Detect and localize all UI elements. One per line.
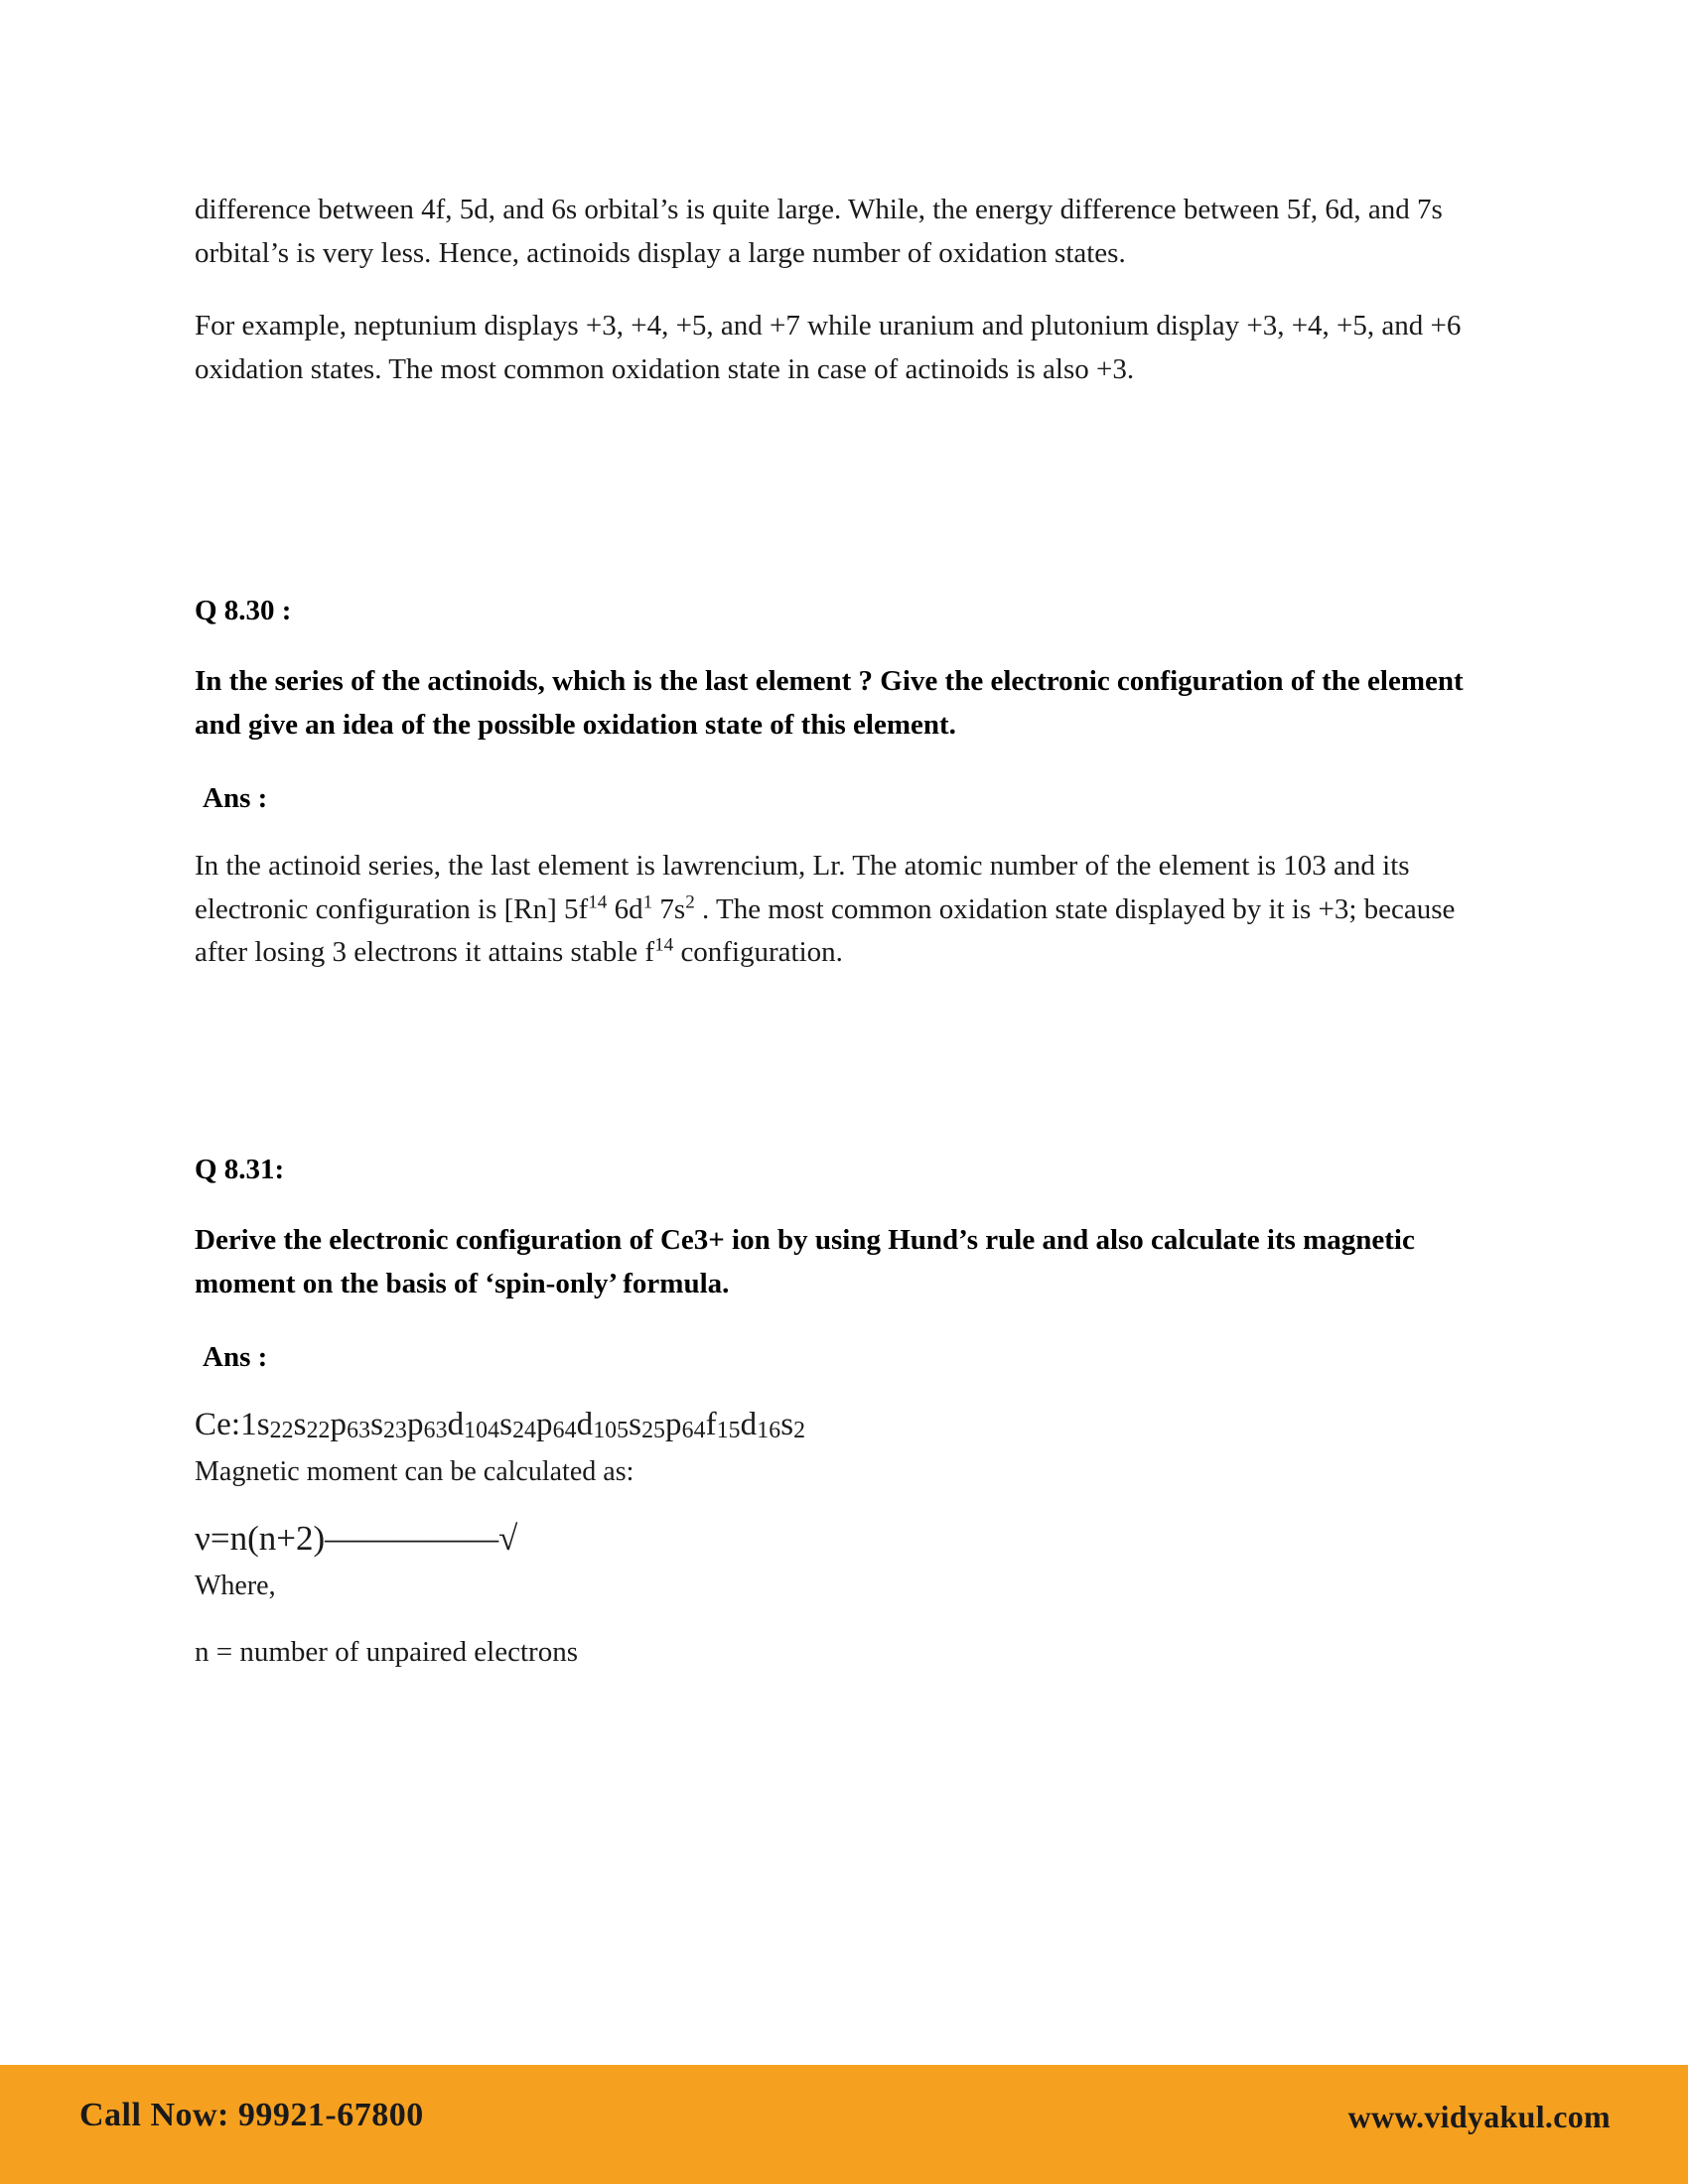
answer-8-30-part1: In the actinoid series, the last element is lawrencium, Lr. The atomic number of the element is 103 and its electronic configuration is [Rn] 5f [195, 850, 1410, 925]
section-spacer-2 [195, 1005, 1476, 1154]
question-8-30-text: In the series of the actinoids, which is the last element ? Give the electronic configuration of the element and give an idea of the possible oxidation state of this element. [195, 665, 1464, 742]
answer-8-30-part5: configuration. [673, 936, 843, 969]
footer-website-link[interactable]: www.vidyakul.com [1347, 2099, 1611, 2134]
where-label: Where, [195, 1570, 276, 1601]
where-n-definition: n = number of unpaired electrons [195, 1635, 578, 1668]
answer-8-30-sup3: 2 [685, 891, 695, 912]
question-8-30-number: Q 8.30 : [195, 595, 292, 626]
answer-8-31-label: Ans : [203, 1340, 268, 1373]
magnetic-moment-note: Magnetic moment can be calculated as: [195, 1455, 634, 1487]
page-footer [0, 2065, 1688, 2184]
answer-8-30-part4: . The most common oxidation state displayed by it is +3; because after losing 3 electrons it attains stable f [195, 892, 1456, 969]
answer-8-30-label: Ans : [203, 782, 268, 815]
question-8-31-number: Q 8.31: [195, 1153, 285, 1185]
document-content [195, 189, 1476, 1674]
answer-8-30-part3: 7s [652, 892, 686, 925]
magnetic-moment-formula: ν=n(n+2)—————√ [195, 1518, 518, 1558]
answer-8-30-sup1: 14 [588, 891, 608, 912]
answer-8-30-text [195, 845, 1476, 975]
answer-8-30-part2: 6d [607, 892, 643, 925]
answer-8-30-sup2: 1 [642, 891, 653, 912]
question-8-31-text: Derive the electronic configuration of Ce3+ ion by using Hund’s rule and also calculate its magnetic moment on the basis of ‘spin-only’ formula. [195, 1223, 1415, 1299]
footer-inner [0, 2065, 1688, 2184]
electronic-configuration-ce: $Ce:1s_{22}s_{22}p_{63}s_{23}p_{63}d_{104}s_{24}p_{64}d_{105}s_{25}p_{64}f_{15}d_{16}s_2$ [195, 1406, 806, 1443]
answer-8-30-sup4: 14 [654, 934, 674, 956]
paragraph-example: For example, neptunium displays +3, +4, +5, and +7 while uranium and plutonium display +3, +4, +5, and +6 oxidation states. The most common oxidation state in case of actinoids is also +3. [195, 310, 1462, 385]
footer-call-now[interactable]: Call Now: 99921-67800 [79, 2097, 424, 2133]
paragraph-intro-continued: difference between 4f, 5d, and 6s orbital’s is quite large. While, the energy difference between 5f, 6d, and 7s orbital’s is very less. Hence, actinoids display a large number of oxidation states. [195, 194, 1443, 269]
section-spacer [195, 421, 1476, 595]
